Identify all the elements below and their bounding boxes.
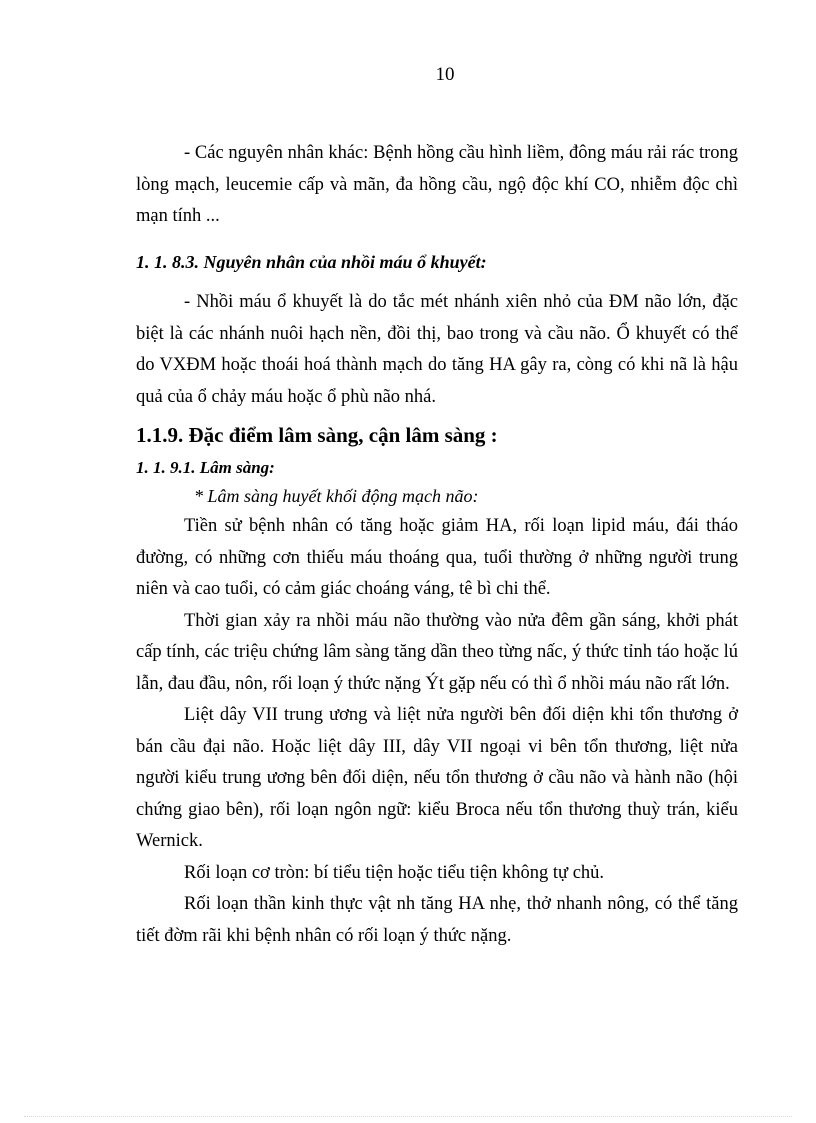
bullet-thrombosis-clinical: * Lâm sàng huyết khối động mạch não: [194,486,479,506]
paragraph-other-causes: - Các nguyên nhân khác: Bệnh hồng cầu hình liềm, đông máu rải rác trong lòng mạch, leucemie cấp và mãn, đa hồng cầu, ngộ độc khí CO, nhiễm độc chì mạn tính ... [136,143,738,226]
section-heading-clinical-features: 1.1.9. Đặc điểm lâm sàng, cận lâm sàng : [136,423,498,447]
paragraph-lacunar-infarct: - Nhồi máu ổ khuyết là do tắc mét nhánh xiên nhỏ của ĐM não lớn, đặc biệt là các nhánh nuôi hạch nền, đồi thị, bao trong và cầu não. Ổ khuyết có thể do VXĐM hoặc thoái hoá thành mạch do tăng HA gây ra, còng có khi nã là hậu quả của ổ chảy máu hoặc ổ phù não nhá. [136,292,738,407]
paragraph-paralysis: Liệt dây VII trung ương và liệt nửa người bên đối diện khi tổn thương ở bán cầu đại não. Hoặc liệt dây III, dây VII ngoại vi bên tổn thương, liệt nửa người kiểu trung ương bên đối diện, nếu tổn thương ở cầu não và hành não (hội chứng giao bên), rối loạn ngôn ngữ: kiểu Broca nếu tổn thương thuỳ trán, kiểu Wernick. [136,705,738,851]
paragraph-sphincter: Rối loạn cơ tròn: bí tiểu tiện hoặc tiểu tiện không tự chủ. [184,862,605,883]
page-number: 10 [435,64,455,85]
subsection-heading-clinical: 1. 1. 9.1. Lâm sàng: [136,458,275,477]
page-bottom-divider [24,1116,792,1117]
paragraph-onset: Thời gian xảy ra nhồi máu não thường vào nửa đêm gần sáng, khởi phát cấp tính, các triệu chứng lâm sàng tăng dần theo từng nấc, ý thức tỉnh táo hoặc lú lẫn, đau đầu, nôn, rối loạn ý thức nặng Ýt gặp nếu có thì ổ nhồi máu não rất lớn. [136,610,738,694]
paragraph-history: Tiền sử bệnh nhân có tăng hoặc giảm HA, rối loạn lipid máu, đái tháo đường, có những cơn thiếu máu thoáng qua, tuổi thường ở những người trung niên và cao tuổi, có cảm giác choáng váng, tê bì chi thể. [136,516,738,599]
subsection-heading-lacunar-causes: 1. 1. 8.3. Nguyên nhân của nhồi máu ổ khuyết: [136,251,487,272]
document-body [136,138,738,952]
paragraph-autonomic: Rối loạn thần kinh thực vật nh tăng HA nhẹ, thở nhanh nông, có thể tăng tiết đờm rãi khi bệnh nhân có rối loạn ý thức nặng. [136,894,738,946]
